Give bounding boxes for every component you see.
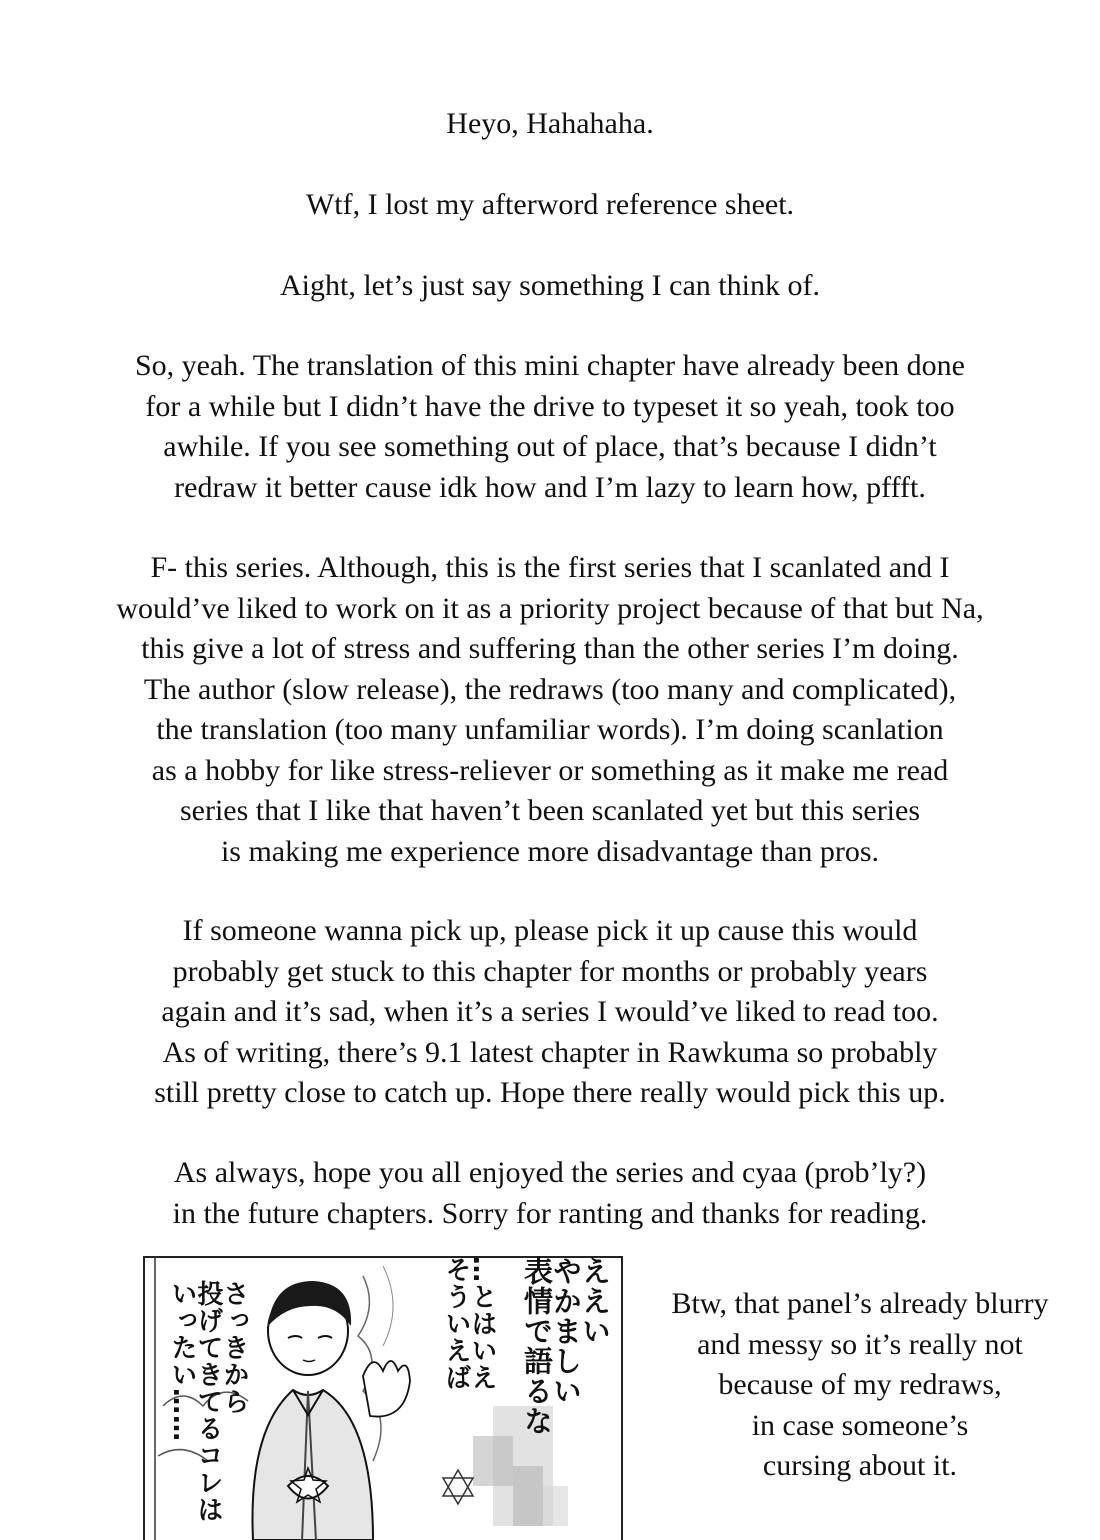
paragraph-series-rant: F- this series. Although, this is the first series that I scanlated and I would’ve liked to work on it as a priority project because of that but Na, this give a lot of stress and suffering than the other series I’m doing. The author (slow release), the redraws (too many and complicated), the translation (too many unfamiliar words). I’m doing scanlation as a hobby for like stress-reliever or something as it make me read series that I like that haven’t been scanlated yet but this series is making me experience more disadvantage than pros. — [116, 551, 984, 868]
speech-bubble-middle: …とはいえ そういえば — [441, 1256, 497, 1391]
lost-sheet-line: Wtf, I lost my afterword reference sheet. — [305, 188, 795, 221]
greeting-line: Heyo, Hahahaha. — [446, 107, 654, 140]
side-note: Btw, that panel’s already blurry and messy so it’s really not because of my redraws, in case someone’s cursing about it. — [671, 1287, 1049, 1482]
paragraph-translation: So, yeah. The translation of this mini chapter have already been done for a while but I didn’t have the drive to typeset it so yeah, took too awhile. If you see something out of place, that’s because I didn’t redraw it better cause idk how and I’m lazy to learn how, pffft. — [134, 349, 965, 504]
speech-bubble-right: ええい やかましい 表情で語るな — [520, 1256, 612, 1436]
paragraph-closing: As always, hope you all enjoyed the series and cyaa (prob’ly?) in the future chapters. Sorry for ranting and thanks for reading. — [172, 1156, 928, 1230]
speech-bubble-left: さっきから 投げてきてるコレは いったい…… — [167, 1280, 249, 1523]
manga-panel — [143, 1256, 623, 1540]
intro-line: Aight, let’s just say something I can think of. — [280, 269, 820, 302]
paragraph-pick-up: If someone wanna pick up, please pick it up cause this would probably get stuck to this chapter for months or probably years again and it’s sad, when it’s a series I would’ve liked to read too. As of writing, there’s 9.1 latest chapter in Rawkuma so probably still pretty close to catch up. Hope there really would pick this up. — [154, 914, 946, 1109]
